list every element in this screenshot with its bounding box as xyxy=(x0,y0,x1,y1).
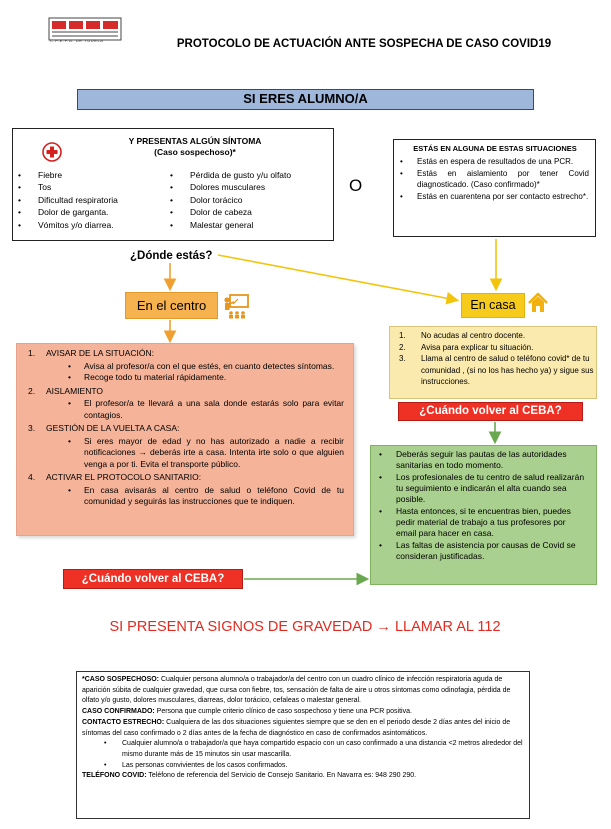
list-item: • Deberás seguir las pautas de las autoridades sanitarias en todo momento. xyxy=(372,449,594,471)
step-text: Llama al centro de salud o teléfono covid* de tu comunidad , (si no los has hecho ya) y sigue sus instrucciones. xyxy=(421,354,594,386)
audience-banner: SI ERES ALUMNO/A xyxy=(77,89,534,110)
list-item: • Estás en cuarentena por ser contacto estrecho*. xyxy=(393,191,593,203)
contacto-list xyxy=(82,739,526,771)
location-casa: En casa xyxy=(461,293,525,318)
definitions-text xyxy=(82,675,526,782)
step-text: Avisa para explicar tu situación. xyxy=(421,342,534,352)
document-title: PROTOCOLO DE ACTUACIÓN ANTE SOSPECHA DE CASO COVID19 xyxy=(176,38,552,50)
list-item: • En casa avisarás al centro de salud o teléfono Covid de tu comunidad y seguirás las instrucciones que te indiquen. xyxy=(38,485,352,508)
follow-up-list xyxy=(372,449,594,563)
step-title: AVISAR DE LA SITUACIÓN: xyxy=(46,348,155,358)
step-text: No acudas al centro docente. xyxy=(421,331,526,340)
step-number: 3. xyxy=(28,423,36,433)
list-item: • Las faltas de asistencia por causas de Covid se consideran justificadas. xyxy=(372,540,594,562)
step-title: ACTIVAR EL PROTOCOLO SANITARIO: xyxy=(46,472,202,482)
arrow-to-casa-from-where xyxy=(218,255,456,300)
list-item: • Avisa al profesor/a con el que estés, en cuanto detectes síntomas. xyxy=(38,361,352,373)
list-item: • El profesor/a te llevará a una sala donde estarás solo para evitar contagios. xyxy=(38,398,352,421)
step-title: GESTIÓN DE LA VUELTA A CASA: xyxy=(46,423,180,433)
return-question-home: ¿Cuándo volver al CEBA? xyxy=(398,402,583,421)
symptoms-title-line1: Y PRESENTAS ALGÚN SÍNTOMA xyxy=(128,136,262,146)
list-item xyxy=(22,348,352,384)
where-question: ¿Dónde estás? xyxy=(130,250,213,262)
step-number: 1. xyxy=(399,331,406,340)
step-number: 1. xyxy=(28,348,36,358)
definition-label: CONTACTO ESTRECHO: xyxy=(82,718,165,726)
home-steps-list xyxy=(393,330,595,388)
list-item: • Dolor de cabeza xyxy=(166,206,334,218)
situations-title: ESTÁS EN ALGUNA DE ESTAS SITUACIONES xyxy=(413,144,577,153)
or-label: O xyxy=(349,176,363,195)
symptoms-title-line2: (Caso sospechoso)* xyxy=(154,147,236,157)
list-item: • Dificultad respiratoria xyxy=(14,194,184,206)
list-item: • Dolor de garganta. xyxy=(14,206,184,218)
definition-telefono xyxy=(82,771,526,782)
list-item xyxy=(22,472,352,508)
logo-caption: C.P.E.P.A. DE TUDELA xyxy=(50,38,104,43)
definition-text: Cualquier persona alumno/a o trabajador/a del centro con un cuadro clínico de infección respiratoria aguda de aparición súbita de cualquier gravedad, que cursa con fiebre, tos, sensación de falta de aire u otros síntomas como odinofagia, pérdida de olfato y/o gusto, dolores musculares, diarreas, dolor torácico, cefaleas o malestar general. xyxy=(82,676,511,705)
step-number: 2. xyxy=(399,342,406,352)
definition-text: Persona que cumple criterio clínico de caso sospechoso y tiene una PCR positiva. xyxy=(154,708,412,716)
teacher-board-icon xyxy=(222,293,250,319)
list-item: • Hasta entonces, si te encuentras bien, puedes pedir material de trabajo a tus profesores por email para hacer en casa. xyxy=(372,506,594,539)
return-question-center: ¿Cuándo volver al CEBA? xyxy=(63,569,243,589)
list-item: • Estás en aislamiento por tener Covid diagnosticado. (Caso confirmado)* xyxy=(393,168,593,191)
center-steps-list xyxy=(22,348,352,510)
definition-sospechoso xyxy=(82,675,526,707)
list-item: • Los profesionales de tu centro de salud realizarán tu seguimiento e indicarán el alta cuando sea posible. xyxy=(372,472,594,505)
list-item: • Vómitos y/o diarrea. xyxy=(14,219,184,231)
list-item: • Las personas convivientes de los casos confirmados. xyxy=(82,761,526,772)
list-item: • Recoge todo tu material rápidamente. xyxy=(38,372,352,384)
list-item xyxy=(393,330,595,342)
step-number: 2. xyxy=(28,385,36,396)
list-item: • Malestar general xyxy=(166,219,334,231)
list-item: • Cualquier alumno/a o trabajador/a que haya compartido espacio con un caso confirmado a una distancia <2 metros alrededor del mismo durante más de 15 minutos sin usar mascarilla. xyxy=(82,739,526,760)
list-item: • Dolor torácico xyxy=(166,194,334,206)
definition-label: CASO CONFIRMADO: xyxy=(82,708,155,716)
step-number: 3. xyxy=(399,354,406,363)
definition-contacto xyxy=(82,718,526,739)
definition-text: Teléfono de referencia del Servicio de Consejo Sanitario. En Navarra es: 948 290 290. xyxy=(146,772,417,780)
list-item xyxy=(22,386,352,422)
list-item: • Pérdida de gusto y/u olfato xyxy=(166,169,334,181)
list-item: • Tos xyxy=(14,181,184,193)
list-item: • Estás en espera de resultados de una PCR. xyxy=(393,156,593,168)
list-item xyxy=(22,423,352,470)
emergency-notice: SI PRESENTA SIGNOS DE GRAVEDAD → LLAMAR AL 112 xyxy=(109,619,501,635)
list-item: • Fiebre xyxy=(14,169,184,181)
definition-label: TELÉFONO COVID: xyxy=(82,772,147,780)
list-item xyxy=(393,353,595,388)
step-number: 4. xyxy=(28,472,36,482)
list-item: • Dolores musculares xyxy=(166,181,334,193)
list-item: • Si eres mayor de edad y no has autorizado a nadie a recibir notificaciones → deberás irte a casa. Intenta irte solo o que alguien venga a por ti. Evita el transporte público. xyxy=(38,436,352,471)
definition-label: *CASO SOSPECHOSO: xyxy=(82,676,160,683)
definition-text: Cualquiera de las dos situaciones siguientes siempre que se den en el periodo desde 2 días antes del inicio de síntomas del caso confirmado o 2 días antes de la fecha de diagnóstico en caso de confirmados asintomáticos. xyxy=(82,718,511,737)
house-icon xyxy=(527,292,549,314)
list-item xyxy=(393,342,595,354)
definition-confirmado xyxy=(82,707,526,718)
step-title: AISLAMIENTO xyxy=(46,385,103,396)
location-centro: En el centro xyxy=(125,292,218,319)
